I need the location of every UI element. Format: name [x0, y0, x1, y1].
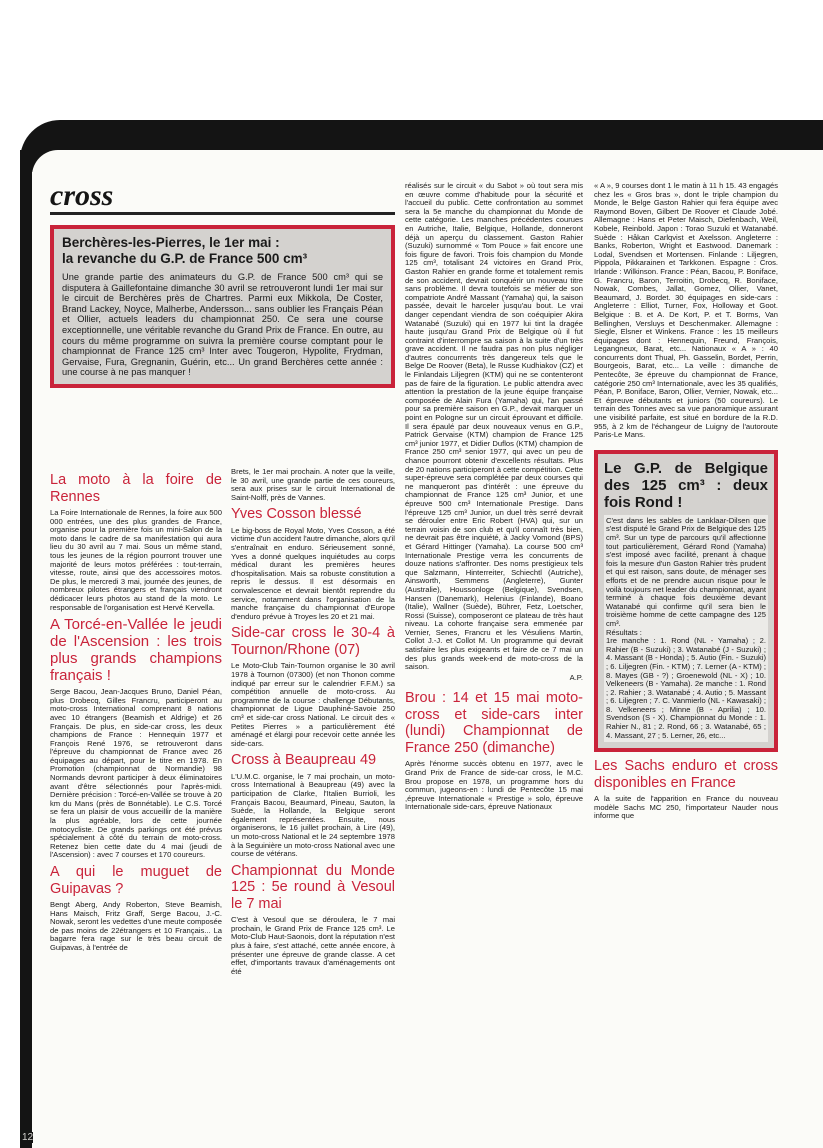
- lead-column: [50, 182, 395, 388]
- belgique-results: 1re manche : 1. Rond (NL - Yamaha) ; 2. Rahier (B - Suzuki) ; 3. Watanabé (J - Suzuki) ; 4. Massant (B - Honda) ; 5. Autio (Fin. - Suzuki) ; 6. Liljegren (Fin. - KTM) ; 7. Lerner (A - KTM) ; 8. Mayes (GB - ?) ; Groenewold (NL - X) ; 10. Velkeneers (B - Yamaha). 2e manche : 1. Rond ; 2. Rahier ; 3. Watanabé ; 4. Autio ; 5. Massant ; 6. Liljegren ; 7. C. Vanmierlo (NL - Kawasaki) ; 8. Velkeneers ; Minne (B - Aprilia) ; 10. Svendson (S - X). Championnat du Monde : 1. Rahier N., 81 ; 2. Rond, 66 ; 3. Watanabé, 65 ; 4. Massant, 27 ; 5. Lerner, 26, etc...: [606, 636, 766, 740]
- brets-text: Brets, le 1er mai prochain. A noter que la veille, le 30 avril, une grande partie de ces coureurs, sera aux prises sur le circuit International de Saint-Nolff, près de Vannes.: [231, 468, 395, 502]
- guipavas-heading: A qui le muguet de Guipavas ?: [50, 864, 222, 897]
- tournon-text: Le Moto-Club Tain-Tournon organise le 30 avril 1978 à Tournon (07300) (et non Thonon comme indiqué par erreur sur le calendrier F.F.M.) sa compétition annuelle de moto-cross. Au programme de la course : challenge Débutants, championnat de Ligue Dauphiné-Savoie 250 cm³ et side-car cross National. Le circuit des « Petites Pierres » a particulièrement été aménagé et élargi pour recevoir cette année les side-cars.: [231, 661, 395, 748]
- section-title: cross: [50, 182, 395, 215]
- brou-heading: Brou : 14 et 15 mai moto-cross et side-cars inter (lundi) Championnat de France 250 (dimanche): [405, 690, 583, 756]
- rennes-text: La Foire Internationale de Rennes, la foire aux 500 000 entrées, une des plus grandes de France, organise pour la première fois un mini-Salon de la moto dans le cadre de sa manifestation qui aura lieu du 30 avril au 7 mai. Sous un même stand, tous les jeunes de la région pourront trouver une majorité de leurs motos préférées : tout-terrain, vitesse, route, ainsi que des accessoires motos. De plus, le mercredi 3 mai, journée des jeunes, de nombreux pilotes étrangers et français viendront dédicacer leurs photos au stand de la moto. Le responsable de l'organisation est Hervé Kervella.: [50, 508, 222, 612]
- article-signature: A.P.: [569, 672, 583, 682]
- column-1: [50, 468, 222, 1146]
- tournon-heading: Side-car cross le 30-4 à Tournon/Rhone (07): [231, 625, 395, 658]
- sachs-text: A la suite de l'apparition en France du nouveau modèle Sachs MC 250, l'importateur Nauder nous informe que: [594, 794, 778, 821]
- torce-heading: A Torcé-en-Vallée le jeudi de l'Ascension : les trois plus grands champions français !: [50, 616, 222, 685]
- belgique-box: [594, 450, 778, 752]
- lead-title-line2: la revanche du G.P. de France 500 cm³: [62, 250, 308, 266]
- brou-continued-text: « A », 9 courses dont 1 le matin à 11 h 15. 43 engagés chez les « Gros bras », dont le triple champion du Monde, le Belge Gaston Rahier qui fera équipe avec Raymond Boven, Gilbert De Roover et Claude Jobé. Allemagne : Hans et Peter Maisch, Diefenbach, Weil, Kobele, Reinbold. Japon : Torao Suzuki et Watanabé. Suède : Håkan Carlqvist et Axelsson. Angleterre : Banks, Roberton, Wright et Eastwood. Danemark : Lodal, Svendsen et Mortensen. Finlande : Liljegren, Pippola, Pikkarainen et Tarkkonen. Espagne : Cros. Irlande : Wilkinson. France : Péan, Bacou, P. Boniface, G. Francru, Baron, Terroitin, Drobecq, R. Boniface, Nowak, Combes, Jallat, Gomez, Ollier, Vanet, Beaumard, J. Bordet. 30 équipages en side-cars : Angleterre : Elliot, Turner, Fox, Holloway et Goot. Belgique : B. et A. De Kort, P. et T. Borms, Van Bellinghen, Versluys et Deschenmaker. Allemagne : Siegle, Elsner et Winkens. France : les 15 meilleurs équipages dont : Hennequin, Freund, François, Legangneux, Barat, etc... Nationaux « A » : 40 concurrents dont Thual, Ph. Gasselin, Bordet, Perrin, Bourgeois, Barat, etc... La veille : dimanche de Pentecôte, 3e épreuve du championnat de France, catégorie 250 cm³ Internationale, avec les 35 qualifiés, Péan, P. Boniface, Baron, Ollier, Vernier, Nowak, etc... Et épreuve débutants et juniors (50 coureurs). Le terrain des Tonnes avec sa vue panoramique assurant une visibilité parfaite, est situé en bordure de la R.D. 955, à 2 km de l'échangeur de Luigny de l'autoroute Paris-Le Mans.: [594, 182, 778, 440]
- vesoul-continued-text: réalisés sur le circuit « du Sabot » où tout sera mis en œuvre comme d'habitude pour la sécurité et l'accueil du public. Cette confrontation au sommet sera la 5e manche du championnat du Monde de cette catégorie. Les manches précédentes courues en Autriche, Italie, Belgique, Hollande, donneront déjà un aperçu du classement. Gaston Rahier (Suzuki) surnommé « Tom Pouce » fait encore une fois figure de favori. Trois fois champion du Monde 125 cm³, totalisant 24 victoires en Grand Prix, Gaston Rahier en grande forme et totalement remis de son accident, devrait conquérir un nouveau titre sans problème. Il devra toutefois se méfier de son compatriote André Massant (Yamaha) qui, la saison passée, devait le harceler jusqu'au bout. Le vrai danger cependant viendra de son coéquipier Akira Watanabé (Suzuki) qui en 1977 lui tint la dragée haute jusqu'au Grand Prix de Belgique où il fut contraint d'interrompre sa saison à la suite d'un très grave accident. Il ne faudra pas non plus négliger d'autres concurrents très dangereux tels que le Belge De Roover (Beta), le Russe Kudhiakov (CZ) et le Finlandais Liljegren (KTM) qui ne se contenteront pas de faire de la figuration. Le public attendra avec attention la prestation de la jeune équipe française composée de Alain Fura (Yamaha) qui, l'an passé pour sa première saison en G.P., devait marquer un point en Pologne sur un circuit éprouvant et difficile. Il sera épaulé par deux nouveaux venus en G.P., Patrick Gervaise (KTM) champion de France 125 cm³ junior 1977, et Didier Duflos (KTM) champion de France 250 cm³ senior 1977, qui avec un peu de chance pourront obtenir d'excellents résultats. Plus de 20 nations participeront à cette compétition. Cette super-épreuve sera complétée par deux courses qui ne manqueront pas d'intérêt : une épreuve du championnat de France 125 cm³ Junior, et une épreuve 500 cm³ Internationale Prestige. Dans l'épreuve 125 cm³ Junior, un duel très serré devrait se dérouler entre Eric Robert (HVA) qui, sur un terrain voisin de son club et qu'il connaît très bien, ne devrait pas être inquiété, à Jacky Vomond (BPS) et Gérard Hittinger (Yamaha). La course 500 cm³ Internationale Prestige verra les concurrents de douze nations s'affronter. Des noms prestigieux tels que Salzmann, Hinterreiter, Schiechtl (Autriche), Ainsworth, Semmens (Angleterre), Gunter (Australie), Houssonloge (Belgique), Svendsen, Hansen (Danemark), Helenius (Finlande), Boano (Italie), Wallner (Suède), Bührer, Fetz, Loetscher, Rossi (Suisse), composeront ce plateau de très haut niveau. La cohorte française sera emmenée par Vernier, Senes, Francru et les Vésuliens Martin, Collot J.-J. et Collot M. Un programme qui devrait satisfaire les plus exigeants et faire de ce 7 mai un des plus grands week-end de moto-cross de la saison.: [405, 182, 583, 672]
- belgique-body: [604, 515, 768, 742]
- vesoul-text: C'est à Vesoul que se déroulera, le 7 mai prochain, le Grand Prix de France 125 cm³. Le Moto-Club Haut-Saonois, dont la réputation n'est plus à faire, s'est attaché, cette année encore, à présenter une épreuve de grande classe. A cet effet, d'importants travaux d'aménagements ont été: [231, 915, 395, 976]
- beaupreau-text: L'U.M.C. organise, le 7 mai prochain, un moto-cross International à Beaupreau (49) avec la participation de Clarke, l'Italien Burrioli, les Français Bacou, Beaumard, Pineau, Sauton, la Suède, la Hollande, la Belgique seront également représentées. Ensuite, nous organiserons, le 16 juillet prochain, à Lire (49), un moto-cross National et le 24 septembre 1978 à la Seguinière un moto-cross National avec une course de vétérans.: [231, 771, 395, 859]
- lead-title-line1: Berchères-les-Pierres, le 1er mai :: [62, 235, 280, 250]
- beaupreau-heading: Cross à Beaupreau 49: [231, 752, 377, 769]
- brou-text: Après l'énorme succès obtenu en 1977, avec le Grand Prix de France de side-car cross, le M.C. Brou propose en 1978, un programme hors du commun, jugeons-en : lundi de Pentecôte 15 mai ,épreuve Internationale « Prestige » solo, épreuve Internationale side-cars, épreuve Nationaux: [405, 759, 583, 812]
- column-2: [231, 468, 395, 1146]
- cosson-text: Le big-boss de Royal Moto, Yves Cosson, a été victime d'un accident l'autre dimanche, alors qu'il s'entraînait en enduro. Sérieusement sonné, Yves a donné quelques inquiétudes au corps médical durant les premières heures d'hospitalisation. Mais sa robuste constitution a repris le dessus. Il est désormais en convalescence et devrait bientôt reprendre du service, notamment dans l'organisation de la manche française du championnat d'Europe d'enduro prévue à Troyes les 20 et 21 mai.: [231, 525, 395, 621]
- cosson-heading: Yves Cosson blessé: [231, 506, 362, 523]
- belgique-text: C'est dans les sables de Lanklaar-Dilsen que s'est disputé le Grand Prix de Belgique des 125 cm³. Sur un type de parcours qu'il affectionne tout particulièrement, Gérard Rond (Yamaha) s'est imposé avec facilité, prenant à chaque fois la mesure d'un Gaston Rahier très prudent et qui est raison, sans doute, de ménager ses efforts et de ne prendre aucun risque pour le voilà toujours net leader du championnat, ayant terminé à chaque fois deuxième devant Watanabé qui confirme qu'il sera bien le troisième homme de cette campagne des 125 cm³.: [606, 515, 766, 628]
- rennes-heading: La moto à la foire de Rennes: [50, 472, 222, 505]
- column-3: [405, 182, 583, 1146]
- column-4: [594, 182, 778, 1146]
- vesoul-heading: Championnat du Monde 125 : 5e round à Vesoul le 7 mai: [231, 862, 395, 912]
- page-number: 12: [22, 1132, 34, 1143]
- lead-text: Une grande partie des animateurs du G.P. de France 500 cm³ qui se disputera à Gaillefontaine dimanche 30 avril se retrouveront lundi 1er mai sur le circuit de Berchères près de Chartres. Parmi eux Mikkola, De Coster, Brand Lackey, Noyce, Malherbe, Andersson... sans oublier les Français Péan et Ollier, actuels leaders du championnat 250. Ce sera une course exceptionnelle, une véritable revanche du Grand Prix de France. En outre, au cours du même programme on suivra la première course comptant pour le championnat de France 125 cm³ Inter avec Tougeron, Hypolite, Frydman, Gervaise, Fura, Gregnanin, Guérin, etc... Un grand Berchères cette année : une course à ne pas manquer !: [62, 272, 383, 378]
- lead-box: [50, 225, 395, 388]
- lead-title: [62, 235, 383, 266]
- belgique-results-title: Résultats :: [606, 627, 642, 637]
- torce-text: Serge Bacou, Jean-Jacques Bruno, Daniel Péan, plus Drobecq, Gilles Francru, participeront au moto-cross International comprenant 8 nations avec 10 étrangers (Beamish et Aldrige) et 26 Français. De plus, en side-car cross, les deux champions de France : Hennequin 1977 et François René 1976, se retrouveront dans l'épreuve du championnat de France avec 26 équipages au départ, pour le titre en 1978. En Promotion (championnat de Normandie) 98 Normands devront participer à deux éliminatoires avant d'être sélectionnés pour l'après-midi. Dernière précision : Torcé-en-Vallée se trouve à 20 km du Mans (près de Bonnétable). Le C.S. Torcé se fera un plaisir de vous accueillir de la manière la plus agréable, lors de cette journée motocycliste. De grands parkings ont été prévus spécialement à côté du terrain de moto-cross. Retenez bien cette date du 4 mai (jeudi de l'Ascension) : avec 7 courses et 170 coureurs.: [50, 687, 222, 860]
- guipavas-text: Bengt Aberg, Andy Roberton, Steve Beamish, Hans Maisch, Fritz Graff, Serge Bacou, J.-C. Nowak, seront les vedettes d'une meute composée de pas moins de 22étrangers et 10 Français... La bagarre fera rage sur le très beau circuit de Guipavas, à l'entrée de: [50, 900, 222, 952]
- left-border: [20, 150, 32, 1148]
- belgique-heading: Le G.P. de Belgique des 125 cm³ : deux fois Rond !: [604, 459, 768, 511]
- sachs-heading: Les Sachs enduro et cross disponibles en France: [594, 758, 778, 791]
